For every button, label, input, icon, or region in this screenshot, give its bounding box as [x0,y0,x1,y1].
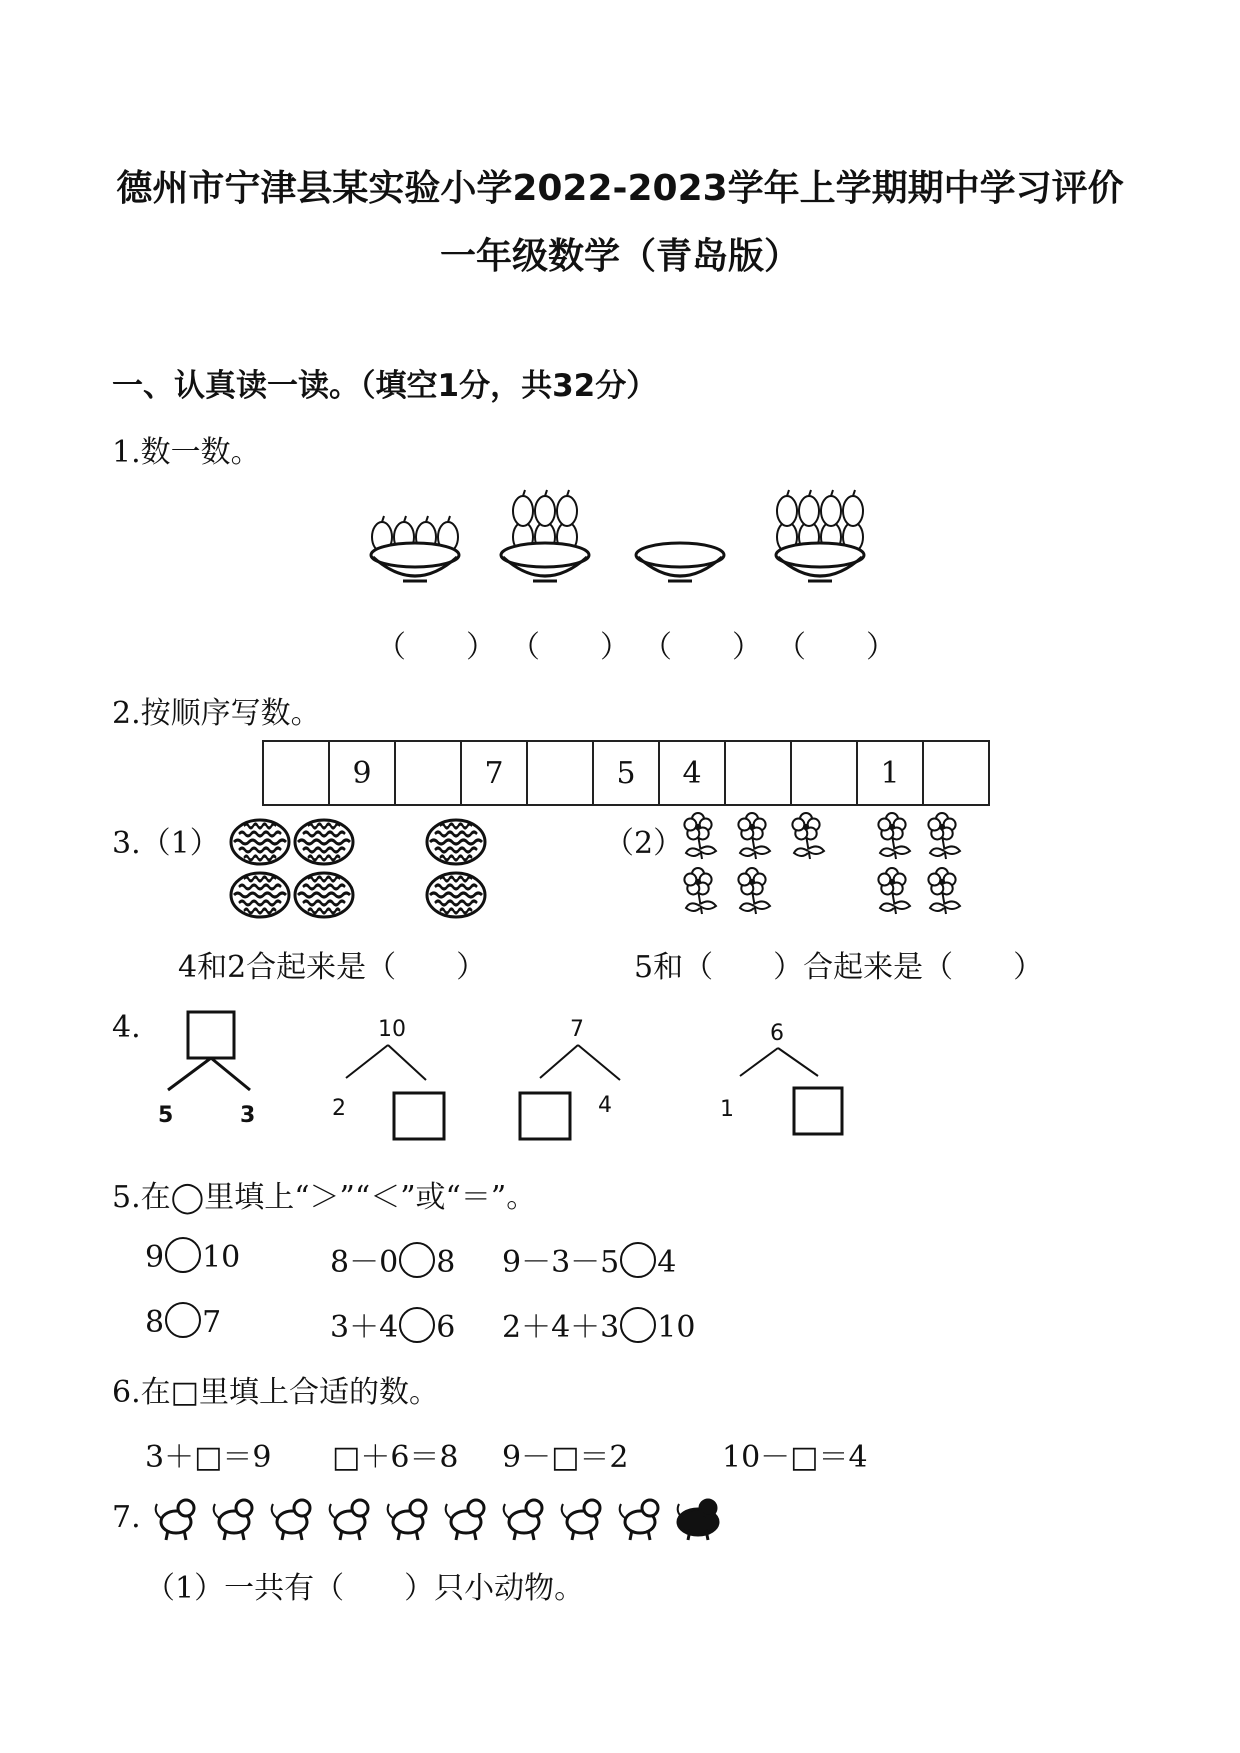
dog-icon [388,1500,426,1540]
q1-blank-1[interactable]: （ ） [376,630,496,665]
q5-item: 9－3－5 4 [502,1237,676,1281]
squirrel-icon [272,1500,310,1540]
seq-cell: 4 [659,741,725,805]
tree-1-left: 5 [158,1103,174,1128]
tree-1-right: 3 [240,1103,256,1128]
q5-item: 2＋4＋3 10 [502,1302,695,1346]
tree-3-top: 7 [570,1017,584,1042]
seq-cell: 1 [857,741,923,805]
seq-cell: 5 [593,741,659,805]
page-title: 德州市宁津县某实验小学2022-2023学年上学期期中学习评价 [116,168,1124,209]
q6-prompt: 6.在□里填上合适的数。 [112,1375,439,1410]
q5-item: 9 10 [145,1237,240,1275]
rooster-icon [330,1500,368,1540]
page-subtitle: 一年级数学（青岛版） [439,236,800,277]
q1-blank-4[interactable]: （ ） [776,630,896,665]
monkey-icon [156,1500,194,1540]
q3-part2-label: （2） [604,826,684,861]
q7-sub1: （1）一共有（ ）只小动物。 [145,1571,585,1606]
tree-2-left: 2 [332,1096,346,1121]
q6-item[interactable]: □＋6＝8 [332,1440,459,1475]
q1-blank-3[interactable]: （ ） [642,630,762,665]
q4-label: 4. [112,1010,141,1045]
q2-prompt: 2.按顺序写数。 [112,696,321,731]
tree-3-right: 4 [598,1093,612,1118]
monkey-icon [562,1500,600,1540]
tree-4-left: 1 [720,1097,734,1122]
q3-part1-label: 3.（1） [112,826,220,861]
q1-prompt: 1.数一数。 [112,435,261,470]
goat-icon [504,1500,542,1540]
seq-cell: 7 [461,741,527,805]
q5-item: 3＋4 6 [330,1302,455,1346]
tree-2-top: 10 [378,1017,406,1042]
q5-prompt: 5.在◯里填上“＞”“＜”或“＝”。 [112,1180,537,1215]
bear-icon [678,1500,718,1540]
q6-item[interactable]: 10－□＝4 [722,1440,868,1475]
q6-item[interactable]: 3＋□＝9 [145,1440,272,1475]
q3-part2-text: 5和（ ）合起来是（ ） [634,950,1044,985]
frog-icon [446,1500,484,1540]
q3-part1-text: 4和2合起来是（ ） [178,950,487,985]
horse-icon [620,1500,658,1540]
seq-cell: 9 [329,741,395,805]
q6-item[interactable]: 9－□＝2 [502,1440,629,1475]
rabbit-icon [214,1500,252,1540]
q7-label: 7. [112,1500,141,1535]
q1-blank-2[interactable]: （ ） [510,630,630,665]
q5-item: 8 7 [145,1302,221,1340]
tree-4-top: 6 [770,1021,784,1046]
q5-item: 8－0 8 [330,1237,455,1281]
section-heading: 一、认真读一读。（填空1分，共32分） [112,368,658,404]
